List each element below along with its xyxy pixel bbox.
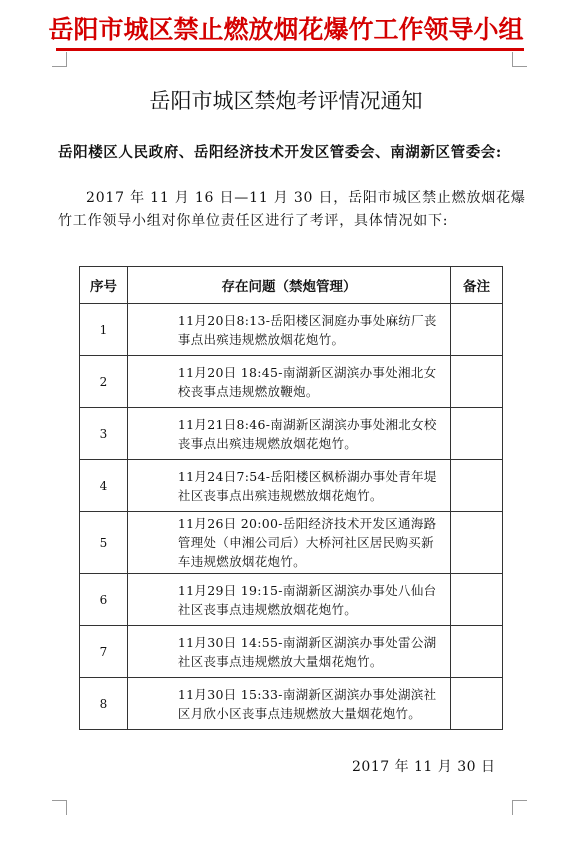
row-issue: 11月29日 19:15-南湖新区湖滨办事处八仙台社区丧事点违规燃放烟花炮竹。 — [127, 574, 450, 626]
row-note — [451, 304, 503, 356]
row-number: 8 — [80, 678, 128, 730]
row-number: 2 — [80, 356, 128, 408]
row-note — [451, 460, 503, 512]
header-no: 序号 — [80, 267, 128, 304]
document-title: 岳阳市城区禁炮考评情况通知 — [149, 89, 423, 113]
addressee: 岳阳楼区人民政府、岳阳经济技术开发区管委会、南湖新区管委会: — [58, 144, 502, 161]
body-paragraph: 2017 年 11 月 16 日—11 月 30 日，岳阳市城区禁止燃放烟花爆竹工作领导小组对你单位责任区进行了考评，具体情况如下: — [58, 190, 526, 229]
row-issue: 11月21日8:46-南湖新区湖滨办事处湘北女校丧事点出殡违规燃放烟花炮竹。 — [127, 408, 450, 460]
row-issue: 11月30日 14:55-南湖新区湖滨办事处雷公湖社区丧事点违规燃放大量烟花炮竹。 — [127, 626, 450, 678]
row-issue: 11月20日8:13-岳阳楼区洞庭办事处麻纺厂丧事点出殡违规燃放烟花炮竹。 — [127, 304, 450, 356]
row-issue: 11月30日 15:33-南湖新区湖滨办事处湖滨社区月欣小区丧事点违规燃放大量烟花炮竹。 — [127, 678, 450, 730]
table-row — [80, 626, 503, 678]
crop-mark-bottom-right — [512, 800, 527, 815]
table-row — [80, 408, 503, 460]
row-note — [451, 356, 503, 408]
table-header-row — [80, 267, 503, 304]
row-number: 3 — [80, 408, 128, 460]
crop-mark-top-left — [52, 52, 67, 67]
table-row — [80, 356, 503, 408]
table-row — [80, 512, 503, 574]
row-number: 6 — [80, 574, 128, 626]
header-red-rule — [56, 48, 524, 51]
row-number: 7 — [80, 626, 128, 678]
row-note — [451, 408, 503, 460]
row-number: 1 — [80, 304, 128, 356]
row-issue: 11月24日7:54-岳阳楼区枫桥湖办事处青年堤社区丧事点出殡违规燃放烟花炮竹。 — [127, 460, 450, 512]
crop-mark-top-right — [512, 52, 527, 67]
table-row — [80, 460, 503, 512]
table-row — [80, 304, 503, 356]
row-note — [451, 678, 503, 730]
evaluation-table — [79, 266, 503, 730]
header-note: 备注 — [451, 267, 503, 304]
document-date: 2017 年 11 月 30 日 — [352, 759, 496, 775]
row-note — [451, 574, 503, 626]
row-note — [451, 512, 503, 574]
row-number: 4 — [80, 460, 128, 512]
crop-mark-bottom-left — [52, 800, 67, 815]
table-row — [80, 678, 503, 730]
row-issue: 11月26日 20:00-岳阳经济技术开发区通海路管理处（申湘公司后）大桥河社区居民购买新车违规燃放烟花炮竹。 — [127, 512, 450, 574]
row-issue: 11月20日 18:45-南湖新区湖滨办事处湘北女校丧事点违规燃放鞭炮。 — [127, 356, 450, 408]
table-row — [80, 574, 503, 626]
row-number: 5 — [80, 512, 128, 574]
org-header-title: 岳阳市城区禁止燃放烟花爆竹工作领导小组 — [48, 15, 524, 44]
header-issue: 存在问题（禁炮管理） — [127, 267, 450, 304]
row-note — [451, 626, 503, 678]
